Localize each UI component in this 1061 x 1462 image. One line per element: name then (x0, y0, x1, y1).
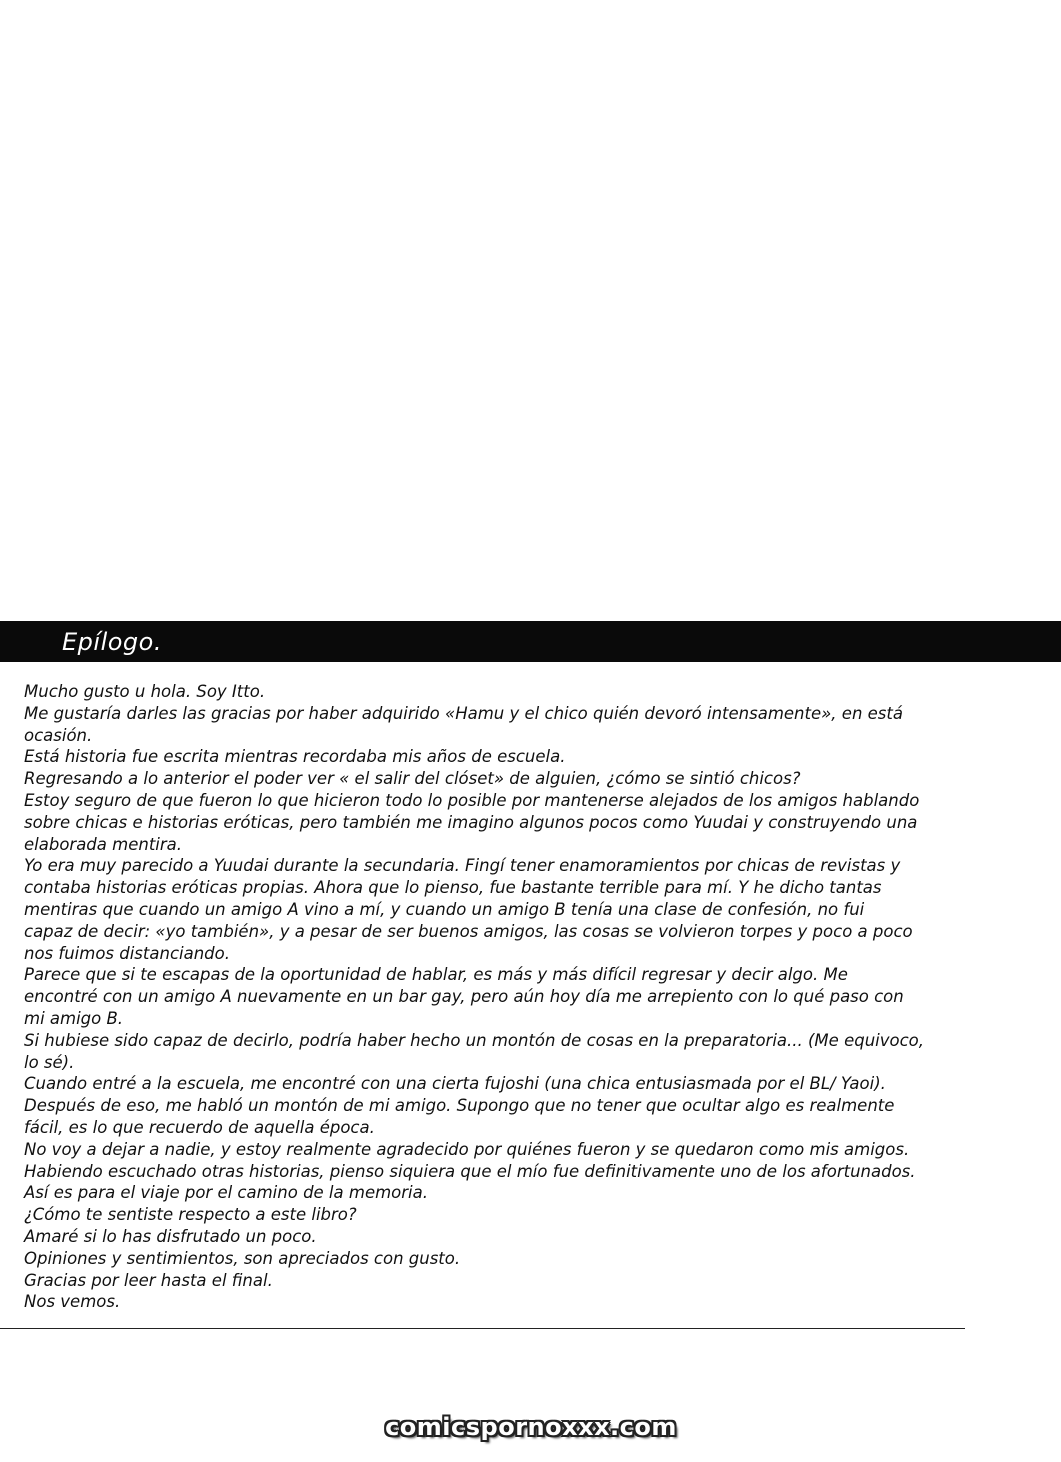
body-line: Amaré si lo has disfrutado un poco. (24, 1226, 317, 1246)
body-line: Cuando entré a la escuela, me encontré con una cierta fujoshi (una chica entusiasmada por el BL/ Yaoi). (24, 1074, 886, 1094)
body-line: Mucho gusto u hola. Soy Itto. (24, 682, 266, 701)
body-line: Estoy seguro de que fueron lo que hicieron todo lo posible por mantenerse alejados de los amigos hablando (24, 790, 920, 810)
body-line: Si hubiese sido capaz de decirlo, podría haber hecho un montón de cosas en la preparatoria... (Me equivoco, (24, 1030, 925, 1050)
body-line: mi amigo B. (24, 1008, 124, 1028)
body-line: fácil, es lo que recuerdo de aquella época. (24, 1117, 375, 1137)
body-line: elaborada mentira. (24, 834, 183, 854)
body-line: encontré con un amigo A nuevamente en un bar gay, pero aún hoy día me arrepiento con lo qué paso con (24, 987, 904, 1007)
divider-line (0, 1328, 965, 1329)
body-line: Parece que si te escapas de la oportunidad de hablar, es más y más difícil regresar y decir algo. Me (24, 965, 848, 985)
body-line: capaz de decir: «yo también», y a pesar de ser buenos amigos, las cosas se volvieron torpes y poco a poco (24, 921, 913, 941)
body-line: Habiendo escuchado otras historias, pienso siquiera que el mío fue definitivamente uno de los afortunados. (24, 1161, 916, 1181)
body-line: lo sé). (24, 1052, 75, 1072)
body-line: mentiras que cuando un amigo A vino a mí, y cuando un amigo B tenía una clase de confesión, no fui (24, 899, 865, 919)
body-line: ocasión. (24, 725, 93, 745)
body-line: nos fuimos distanciando. (24, 943, 230, 963)
body-line: Regresando a lo anterior el poder ver « el salir del clóset» de alguien, ¿cómo se sintió chicos? (24, 769, 801, 789)
body-line: Nos vemos. (24, 1292, 121, 1312)
body-line: No voy a dejar a nadie, y estoy realmente agradecido por quiénes fueron y se quedaron como mis amigos. (24, 1139, 910, 1159)
page-title: Epílogo. (62, 628, 162, 656)
watermark-logo: comicspornoxxx.com (385, 1413, 677, 1441)
body-line: Está historia fue escrita mientras recordaba mis años de escuela. (24, 747, 566, 767)
body-line: sobre chicas e historias eróticas, pero también me imagino algunos pocos como Yuudai y construyendo una (24, 812, 918, 832)
body-line: contaba historias eróticas propias. Ahora que lo pienso, fue bastante terrible para mí. Y he dicho tantas (24, 878, 882, 898)
body-line: Opiniones y sentimientos, son apreciados con gusto. (24, 1248, 461, 1268)
body-line: Así es para el viaje por el camino de la memoria. (24, 1183, 428, 1203)
body-line: Después de eso, me habló un montón de mi amigo. Supongo que no tener que ocultar algo es realmente (24, 1096, 895, 1116)
epilogue-body (24, 681, 1024, 1313)
title-bar (0, 621, 1061, 662)
body-line: ¿Cómo te sentiste respecto a este libro? (24, 1205, 357, 1225)
body-line: Gracias por leer hasta el final. (24, 1270, 273, 1290)
body-line: Yo era muy parecido a Yuudai durante la secundaria. Fingí tener enamoramientos por chicas de revistas y (24, 856, 901, 876)
body-line: Me gustaría darles las gracias por haber adquirido «Hamu y el chico quién devoró intensamente», en está (24, 703, 903, 723)
